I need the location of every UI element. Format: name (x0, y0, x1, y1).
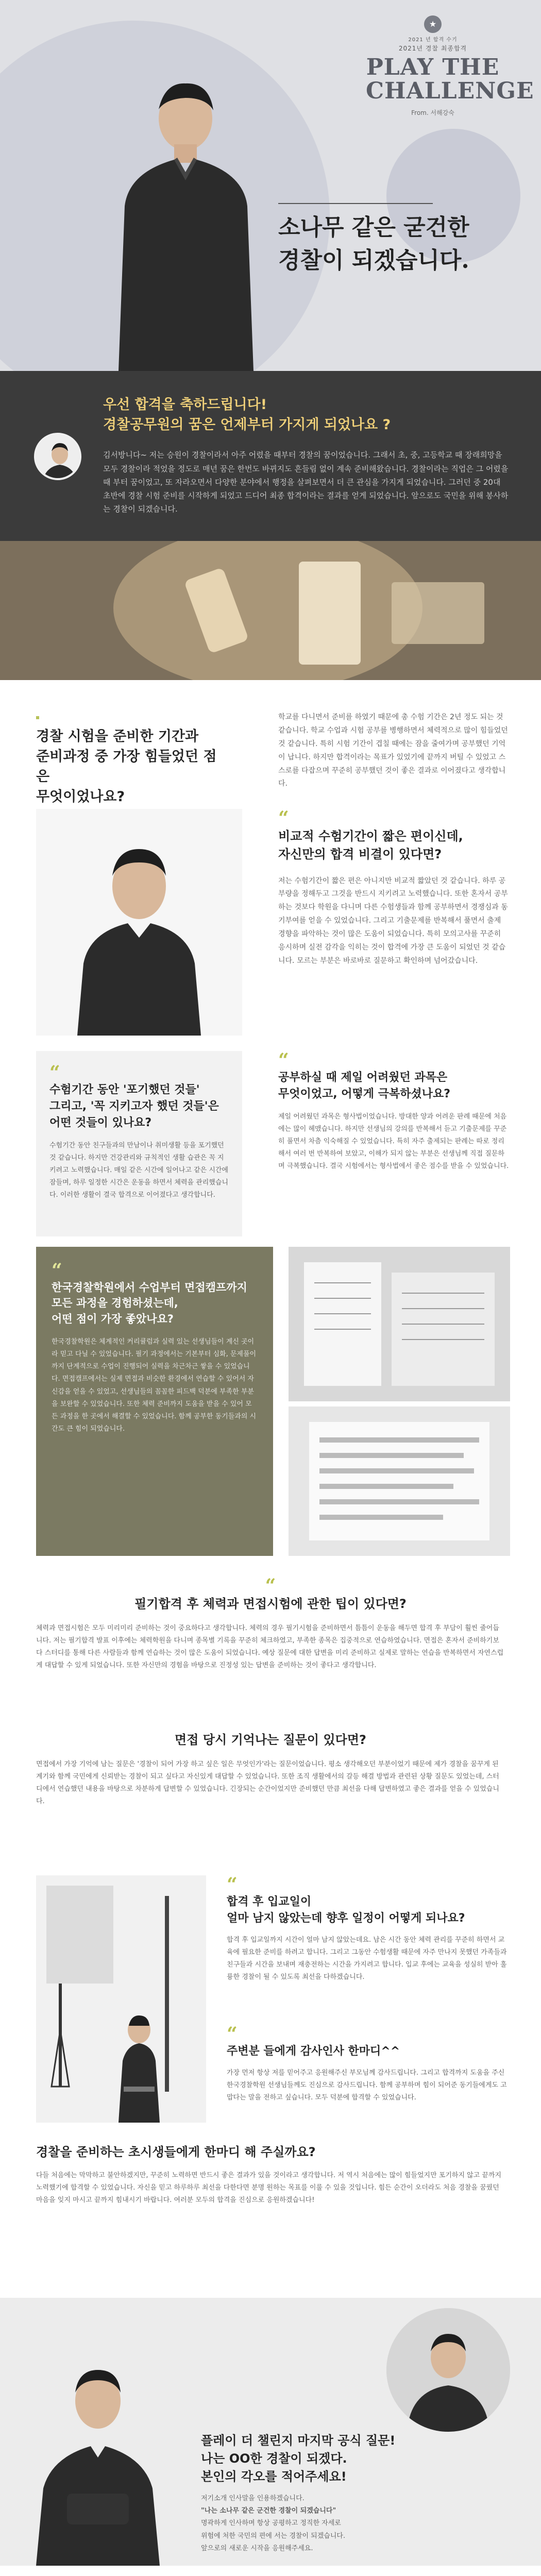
qa11-title-line1: 플레이 더 챌린지 마지막 공식 질문! (201, 2433, 396, 2448)
hero-headline (278, 196, 520, 277)
qa3-title-line2: 그리고, '꼭 지키고자 했던 것들'은 (49, 1099, 219, 1113)
hero-headline-line2: 경찰이 되겠습니다. (278, 247, 469, 274)
intro-question-line1: 우선 합격을 축하드립니다! (103, 397, 267, 413)
study-photo (0, 541, 541, 680)
qa1-question (36, 716, 227, 807)
qa8-title-line1: 합격 후 입교일이 (227, 1895, 312, 1908)
qa6-body: 체력과 면접시험은 모두 미리미리 준비하는 것이 중요하다고 생각합니다. 체력의 경우 필기시험을 준비하면서 틈틈이 운동을 해두면 합격 후 부담이 훨씬 줄어듭니다. 저는 필기합격 발표 이후에는 체력학원을 다니며 종목별 기록을 꾸준히 체크하였고, 부족한 종목은 집중적으로 연습하였습니다. 면접은 혼자서 준비하기보다 스터디를 통해 다른 사람들과 함께 연습하는 것이 많은 도움이 되었습니다. 예상 질문에 대한 답변을 미리 준비하고 실제로 말하는 연습을 반복하면서 자연스럽게 대답할 수 있게 되었습니다. 또한 자신만의 경험을 바탕으로 진정성 있는 답변을 준비하는 것이 좋다고 생각합니다. (36, 1624, 504, 1669)
intro-section (0, 371, 541, 541)
hero-title-line2: CHALLENGE (366, 78, 534, 105)
avatar (34, 433, 81, 480)
police-emblem-icon: ★ (424, 15, 442, 33)
qa3-body: 수험기간 동안 친구들과의 만남이나 취미생활 등을 포기했던 것 같습니다. 하지만 건강관리와 규칙적인 생활 습관은 꼭 지키려고 노력했습니다. 매일 같은 시간에 일어나고 같은 시간에 잠들며, 하루 일정한 시간은 운동을 하면서 체력을 관리했습니다. 이러한 생활이 결국 합격으로 이어졌다고 생각합니다. (49, 1141, 229, 1199)
qa4-block (278, 1051, 510, 1173)
qa5-photos (289, 1247, 510, 1556)
qa2-block (278, 809, 510, 968)
qa7-body: 면접에서 가장 기억에 남는 질문은 '경찰이 되어 가장 하고 싶은 일은 무엇인가'라는 질문이었습니다. 평소 생각해오던 부분이었기 때문에 제가 경찰을 꿈꾸게 된 계기와 함께 국민에게 신뢰받는 경찰이 되고 싶다고 자신있게 대답할 수 있었습니다. 또한 조직 생활에서의 갈등 해결 방법과 관련된 상황 질문도 있었는데, 스터디에서 연습했던 내용을 바탕으로 차분하게 답변할 수 있었습니다. 긴장되는 순간이었지만 준비했던 만큼 최선을 다해 답변하였고 좋은 결과를 얻을 수 있었습니다. (36, 1760, 499, 1805)
exam-photo (289, 1247, 510, 1556)
hero-divider (278, 203, 433, 204)
qa6-question (36, 1577, 505, 1613)
quote-icon: “ (227, 1874, 238, 1895)
qa10-title: 경찰을 준비하는 초시생들에게 한마디 해 주실까요? (36, 2145, 316, 2159)
qa3-title-line3: 어떤 것들이 있나요? (49, 1116, 152, 1129)
qa-section-3 (0, 1247, 541, 1577)
qa3-title-line1: 수험기간 동안 '포기했던 것들' (49, 1083, 200, 1096)
hero-logo (366, 15, 534, 117)
qa5-title-line1: 한국경찰학원에서 수업부터 면접캠프까지 (52, 1281, 247, 1294)
qa9-block (227, 2025, 510, 2104)
qa8-title-line2: 얼마 남지 않았는데 향후 일정이 어떻게 되나요? (227, 1911, 465, 1925)
hero-emblem-caption: 2021 년 합격 수기 (408, 37, 458, 43)
intro-question-line2: 경찰공무원의 꿈은 언제부터 가지게 되었나요 ? (103, 417, 391, 433)
quote-icon: “ (278, 807, 289, 829)
qa8-body: 합격 후 입교일까지 시간이 얼마 남지 않았는데요. 남은 시간 동안 체력 관리를 꾸준히 하면서 교육에 필요한 준비를 하려고 합니다. 그리고 그동안 수험생활 때문에 자주 만나지 못했던 가족들과 친구들과 시간을 보내며 재충전하는 시간을 가지려고 합니다. 입교 후에는 교육을 성실히 받아 훌륭한 경찰이 될 수 있도록 최선을 다하겠습니다. (227, 1936, 507, 1981)
intro-question (103, 395, 510, 435)
qa1-title-line2: 준비과정 중 가장 힘들었던 점은 (36, 749, 217, 785)
olive-marker (36, 716, 39, 719)
quote-icon: “ (52, 1260, 62, 1281)
qa5-title-line2: 모든 과정을 경험하셨는데, (52, 1297, 178, 1310)
qa9-body: 가장 먼저 항상 저를 믿어주고 응원해주신 부모님께 감사드립니다. 그리고 합격까지 도움을 주신 한국경찰학원 선생님들께도 진심으로 감사드립니다. 함께 공부하며 힘이 되어준 동기들에게도 고맙다는 말을 전하고 싶습니다. 모두 덕분에 합격할 수 있었습니다. (227, 2069, 507, 2102)
quote-icon: “ (265, 1575, 276, 1597)
qa-section-7 (0, 2143, 541, 2298)
qa2-title-line1: 비교적 수험기간이 짧은 편이신데, (278, 829, 463, 843)
qa1-title-line1: 경찰 시험을 준비한 기간과 (36, 728, 199, 744)
qa9-title: 주변분 들에게 감사인사 한마디^^ (227, 2045, 400, 2058)
hero-portrait (108, 62, 263, 371)
qa11-body-line3: 명곽하게 인사하며 항상 공평하고 정직한 자세로 (201, 2519, 341, 2528)
qa4-title-line2: 무엇이었고, 어떻게 극복하셨나요? (278, 1087, 450, 1100)
hero-section (0, 0, 541, 371)
qa5-card (36, 1247, 273, 1556)
quote-icon: “ (227, 2023, 238, 2045)
hero-from: From. 서해강숙 (411, 109, 454, 117)
qa10-body: 다들 처음에는 막막하고 불안하겠지만, 꾸준히 노력하면 반드시 좋은 결과가 있을 것이라고 생각합니다. 저 역시 처음에는 많이 힘들었지만 포기하지 않고 끝까지 노력했기에 합격할 수 있었습니다. 자신을 믿고 하루하루 최선을 다한다면 분명 원하는 목표를 이룰 수 있을 것입니다. 힘든 순간이 오더라도 처음 경찰을 꿈꿨던 마음을 잊지 마시고 끝까지 힘내시기 바랍니다. 여러분 모두의 합격을 진심으로 응원하겠습니다! (36, 2171, 502, 2204)
hero-headline-line1: 소나무 같은 굳건한 (278, 214, 469, 241)
qa11-body-line4: 위험에 처한 국민의 편에 서는 경찰이 되겠습니다. (201, 2532, 346, 2540)
final-portrait (15, 2339, 180, 2566)
study-photo-band (0, 541, 541, 680)
qa-section-2 (0, 1051, 541, 1247)
qa1-title-line3: 무엇이었나요? (36, 789, 125, 805)
qa6-title: 필기합격 후 체력과 면접시험에 관한 팁이 있다면? (134, 1597, 407, 1611)
hero-title-line1: PLAY THE (366, 54, 500, 80)
qa11-body-line1: 저기소개 인사말을 인용하겠습니다. (201, 2495, 305, 2503)
hero-subtitle: 2021년 경찰 최종합격 (398, 45, 467, 52)
qa4-body: 제일 어려웠던 과목은 형사법이었습니다. 방대한 양과 어려운 판례 때문에 처음에는 많이 헤맸습니다. 하지만 선생님의 강의를 반복해서 듣고 기출문제를 꾸준히 풀면서 차츰 익숙해질 수 있었습니다. 특히 자주 출제되는 판례는 따로 정리해서 여러 번 반복하여 보았고, 이해가 되지 않는 부분은 선생님께 직접 질문하며 극복했습니다. 결국 시험에서는 형사법에서 좋은 점수를 받을 수 있었습니다. (278, 1112, 509, 1170)
qa7-title: 면접 당시 기억나는 질문이 있다면? (175, 1733, 366, 1747)
final-photo-circle (386, 2308, 510, 2432)
qa8-block (227, 1875, 510, 1984)
studio-photo (36, 1875, 206, 2123)
qa7-question (36, 1731, 505, 1749)
qa-section-5 (0, 1731, 541, 1875)
qa2-title-line2: 자신만의 합격 비결이 있다면? (278, 846, 442, 861)
qa-section-4 (0, 1577, 541, 1731)
qa11-block (201, 2432, 510, 2555)
qa11-body-line5: 앞으로의 새로운 시작을 응원해주세요. (201, 2544, 313, 2552)
quote-icon: “ (278, 1049, 289, 1071)
qa3-card (36, 1051, 242, 1236)
qa-section-1 (0, 680, 541, 1051)
qa-section-8 (0, 2298, 541, 2566)
qa-section-6 (0, 1875, 541, 2143)
qa2-portrait (36, 809, 242, 1036)
qa5-body: 한국경찰학원은 체계적인 커리큘럼과 실력 있는 선생님들이 계신 곳이라 믿고 다닐 수 있었습니다. 필기 과정에서는 기본부터 심화, 문제풀이까지 단계적으로 수업이 진행되어 실력을 차근차근 쌓을 수 있었습니다. 면접캠프에서는 실제 면접과 비슷한 환경에서 연습할 수 있어서 자신감을 얻을 수 있었고, 선생님들의 꼼꼼한 피드백 덕분에 부족한 부분을 보완할 수 있었습니다. 또한 체력 준비까지 도움을 받을 수 있어 모든 과정을 한 곳에서 해결할 수 있었습니다. 함께 공부한 동기들과의 시간도 큰 힘이 되었습니다. (52, 1338, 257, 1433)
qa11-title-line3: 본인의 각오를 적어주세요! (201, 2469, 347, 2484)
intro-body: 김서방니다~ 저는 승원이 경찰이라서 아주 어렸을 때부터 경찰의 꿈이었습니다. 그래서 초, 중, 고등학교 때 장래희망을 모두 경찰이라 적었을 정도로 매년 꿈은 한번도 바뀌지도 흔들림 없이 계속 준비해왔습니다. 경찰이라는 직업은 그 어렸을 때 부터 꿈이었고, 또 자라오면서 다양한 분야에서 행정을 살펴보면서 더 큰 관심을 가지게 되었습니다. 그러던 중 20대 초반에 경찰 시험 준비를 시작하게 되었고 드디어 최종 합격이라는 결과를 얻게 되었습니다. 앞으로도 국민을 위해 봉사하는 경찰이 되겠습니다. (103, 450, 509, 514)
qa11-title-line2: 나는 OO한 경찰이 되겠다. (201, 2451, 347, 2466)
qa11-body-line2: "나는 소나무 같은 군건한 경찰이 되겠습니다" (201, 2507, 336, 2515)
qa1-body: 학교를 다니면서 준비를 하였기 때문에 총 수험 기간은 2년 정도 되는 것 같습니다. 학교 수업과 시험 공부를 병행하면서 체력적으로 많이 힘들었던 것 같습니다. 특히 시험 기간이 겹칠 때에는 잠을 줄여가며 공부했던 기억이 납니다. 하지만 합격이라는 목표가 있었기에 끝까지 버틸 수 있었고 스스로를 다잡으며 꾸준히 공부했던 것이 좋은 결과로 이어졌다고 생각합니다. (278, 713, 508, 788)
qa4-title-line1: 공부하실 때 제일 어려웠던 과목은 (278, 1071, 448, 1084)
quote-icon: “ (49, 1062, 60, 1083)
qa2-body: 저는 수험기간이 짧은 편은 아니지만 비교적 짧았던 것 같습니다. 하루 공부량을 정해두고 그것을 반드시 지키려고 노력했습니다. 또한 혼자서 공부하는 것보다 학원을 다니며 다른 수험생들과 함께 공부하면서 경쟁심과 동기부여를 얻을 수 있었습니다. 그리고 기출문제를 반복해서 풀면서 출제 경향을 파악하는 것이 많은 도움이 되었습니다. 특히 모의고사를 꾸준히 응시하며 실전 감각을 익히는 것이 합격에 가장 큰 도움이 되었던 것 같습니다. 모르는 부분은 바로바로 질문하고 확인하며 넘어갔습니다. (278, 876, 508, 965)
qa5-title-line3: 어떤 점이 가장 좋았나요? (52, 1312, 174, 1325)
